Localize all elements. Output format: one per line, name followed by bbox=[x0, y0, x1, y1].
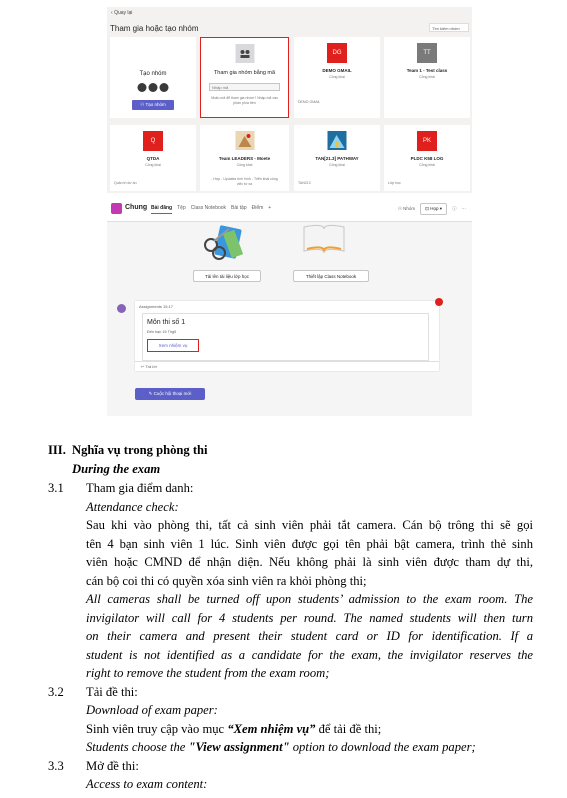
subsection-3-2-title: Tải đề thi: bbox=[86, 685, 138, 699]
meet-label: Họp bbox=[430, 206, 439, 211]
s32-en-pre: Students choose the bbox=[86, 740, 189, 754]
reaction-icon[interactable] bbox=[435, 298, 443, 306]
s31-vi-line: Sau khi vào phòng thi, tất cả sinh viên phải tắt camera. Cán bộ trông thi sẽ gọi bbox=[86, 518, 533, 532]
assignment-card bbox=[142, 313, 429, 361]
upload-class-materials-button[interactable]: Tải lên tài liệu lớp học bbox=[193, 270, 261, 282]
s31-en-line: right to remove the student from the exam room; bbox=[86, 666, 330, 680]
setup-class-notebook-button[interactable]: Thiết lập Class Notebook bbox=[293, 270, 369, 282]
team-type: Công khai bbox=[419, 163, 435, 167]
channel-tabs bbox=[151, 205, 271, 214]
s32-vi-pre: Sinh viên truy cập vào mục bbox=[86, 722, 228, 736]
join-team-screenshot bbox=[107, 7, 472, 193]
team-footer: - Hợp - Updates tình hình - Triển khai công việc từ xa bbox=[211, 177, 278, 186]
s31-en-line: invigilator will call for 4 students per round. The named students will then turn bbox=[86, 611, 533, 625]
section-number: III. bbox=[48, 443, 66, 457]
s32-en-bold: "View assignment" bbox=[188, 740, 290, 754]
subsection-3-3-number: 3.3 bbox=[48, 759, 64, 773]
view-assignment-button[interactable]: Xem nhiệm vụ bbox=[147, 339, 199, 352]
info-icon[interactable]: ⓘ bbox=[452, 206, 457, 211]
team-name: QTDA bbox=[146, 156, 160, 161]
team-footer: DEMO GMAIL bbox=[298, 100, 321, 104]
subsection-3-1-title: Tham gia điểm danh: bbox=[86, 481, 194, 495]
team-type: Công khai bbox=[145, 163, 161, 167]
team-footer: Quản trị dự án bbox=[114, 181, 137, 185]
team-code-hint: Nhận mã để tham gia nhóm? Nhập mã vào phần phía trên bbox=[211, 96, 278, 105]
create-team-button[interactable]: ⚇ Tạo nhóm bbox=[132, 100, 174, 110]
team-type: Công khai bbox=[419, 75, 435, 79]
team-picture-icon bbox=[235, 131, 254, 150]
team-picture-icon bbox=[328, 131, 347, 150]
post-meta: Assignments 15:17 bbox=[139, 304, 174, 309]
team-type: Công khai bbox=[236, 163, 253, 167]
subsection-3-2-number: 3.2 bbox=[48, 685, 64, 699]
team-name: TAN[21.3] PATHWAY bbox=[315, 156, 359, 161]
team-footer: TAN213 bbox=[298, 181, 311, 185]
subsection-3-1-number: 3.1 bbox=[48, 481, 64, 495]
team-card-demo-gmail[interactable] bbox=[294, 37, 380, 118]
s32-vi-post: để tải đề thi; bbox=[315, 722, 382, 736]
team-label: Nhóm bbox=[403, 206, 416, 211]
s31-en-line: on their camera and present their student card or ID for identification. If a bbox=[86, 629, 533, 643]
s32-en-post: option to download the exam paper; bbox=[289, 740, 476, 754]
create-team-title: Tạo nhóm bbox=[139, 71, 167, 77]
people-icon bbox=[138, 83, 169, 92]
create-team-card bbox=[110, 37, 196, 118]
team-card-leaders[interactable] bbox=[200, 125, 289, 191]
s31-vi-line: tên 4 bạn sinh viên 1 lúc. Sinh viên được gọi tên phải bật camera, trình thẻ sinh bbox=[86, 537, 533, 551]
compose-icon: ✎ bbox=[148, 391, 153, 396]
channel-screenshot bbox=[107, 197, 472, 416]
team-card-qtda[interactable] bbox=[110, 125, 196, 191]
join-with-code-card bbox=[200, 37, 289, 118]
team-search-input[interactable]: Tìm kiếm nhóm bbox=[429, 23, 469, 32]
team-footer: Lớp học bbox=[388, 181, 401, 185]
subsection-3-3-title: Mở đề thi: bbox=[86, 759, 139, 773]
add-tab-button[interactable]: + bbox=[268, 205, 272, 211]
tab-class-notebook[interactable]: Class Notebook bbox=[190, 205, 227, 211]
s32-vi-line bbox=[86, 720, 381, 739]
team-card-pathway[interactable] bbox=[294, 125, 380, 191]
team-card-pldc[interactable] bbox=[384, 125, 470, 191]
s32-en-line bbox=[86, 738, 476, 757]
channel-header bbox=[107, 197, 472, 222]
meet-button[interactable]: ⊡ Họp ▾ bbox=[420, 203, 447, 215]
reply-label: Trả lời bbox=[145, 364, 157, 369]
camera-icon: ⊡ bbox=[425, 206, 429, 211]
more-icon[interactable]: ⋯ bbox=[461, 206, 466, 211]
s31-en-line: student is not identified as a candidate for the exam, the invigilator reserves the bbox=[86, 648, 533, 662]
header-actions bbox=[398, 203, 466, 215]
assignment-title: Môn thi số 1 bbox=[147, 319, 186, 326]
team-avatar: DG bbox=[327, 43, 347, 63]
create-team-button-label: Tạo nhóm bbox=[145, 102, 166, 107]
join-team-icon bbox=[235, 44, 254, 63]
team-name: DEMO GMAIL bbox=[322, 68, 352, 73]
team-type: Công khai bbox=[329, 163, 345, 167]
team-avatar: TT bbox=[417, 43, 437, 63]
back-link[interactable]: ‹ Quay lại bbox=[111, 10, 133, 16]
team-avatar: Q bbox=[143, 131, 163, 151]
team-code-input[interactable]: Nhập mã bbox=[209, 83, 280, 91]
join-with-code-title: Tham gia nhóm bằng mã bbox=[213, 70, 276, 76]
team-type: Công khai bbox=[329, 75, 345, 79]
people-icon: ⚇ bbox=[397, 206, 402, 211]
s31-vi-line: viên hoặc CMND để nhận diện. Nếu không phải là sinh viên được tham dự thi, bbox=[86, 555, 533, 569]
team-button[interactable] bbox=[398, 206, 415, 212]
tab-files[interactable]: Tệp bbox=[177, 205, 186, 211]
team-name: PLDC K58 LOG bbox=[410, 156, 444, 161]
channel-name: Chung bbox=[125, 204, 148, 211]
subsection-3-3-title-en: Access to exam content: bbox=[86, 777, 208, 791]
s31-vi-line: cán bộ coi thi có quyền xóa sinh viên ra khỏi phòng thi; bbox=[86, 574, 367, 588]
new-conversation-button[interactable] bbox=[135, 388, 205, 400]
tab-grades[interactable]: Điểm bbox=[251, 205, 264, 211]
assignment-due: Đến hạn 16 Thg5 bbox=[147, 330, 177, 334]
s32-vi-bold: “Xem nhiệm vụ” bbox=[227, 722, 316, 736]
new-conversation-label: Cuộc hội thoại mới bbox=[153, 391, 192, 396]
notebook-illustration bbox=[299, 223, 349, 260]
team-avatar: PK bbox=[417, 131, 437, 151]
team-name: Team 1 - Test class bbox=[406, 68, 448, 73]
subsection-3-2-title-en: Download of exam paper: bbox=[86, 703, 218, 717]
team-icon bbox=[111, 203, 122, 214]
reply-button[interactable]: ↩ Trả lời bbox=[135, 361, 439, 371]
upload-illustration bbox=[199, 223, 254, 270]
back-label: Quay lại bbox=[114, 10, 133, 16]
join-create-title: Tham gia hoặc tạo nhóm bbox=[110, 24, 199, 33]
team-name: Team LEADERS - Moete bbox=[218, 156, 271, 161]
team-card-test-class[interactable] bbox=[384, 37, 470, 118]
tab-posts[interactable]: Bài đăng bbox=[151, 205, 172, 214]
assignments-bot-avatar bbox=[117, 304, 126, 313]
subsection-3-1-title-en: Attendance check: bbox=[86, 500, 179, 514]
tab-assignments[interactable]: Bài tập bbox=[231, 205, 247, 211]
assignment-post bbox=[135, 301, 439, 371]
s31-en-line: All cameras shall be turned off upon students’ admission to the exam room. The bbox=[86, 592, 533, 606]
section-title-en: During the exam bbox=[72, 462, 161, 476]
section-title: Nghĩa vụ trong phòng thi bbox=[72, 443, 208, 457]
